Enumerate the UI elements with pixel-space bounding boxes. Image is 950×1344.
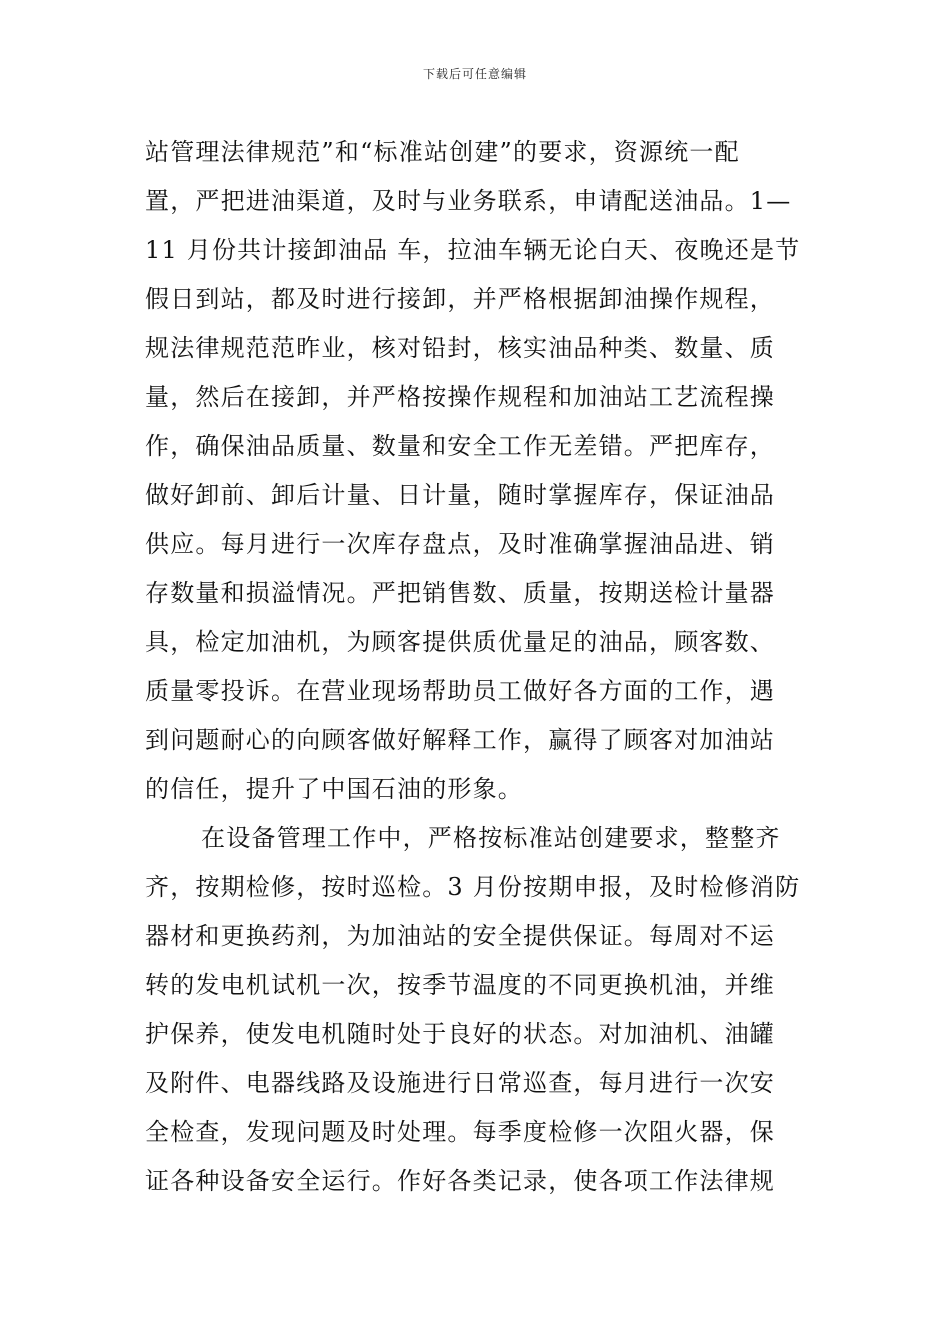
- text-line: 规法律规范范昨业，核对铅封，核实油品种类、数量、质: [145, 334, 775, 362]
- body-text: [145, 128, 810, 1206]
- text-line: 齐，按期检修，按时巡检。3 月份按期申报，及时检修消防: [145, 873, 801, 901]
- text-line: 站管理法律规范”和“标准站创建”的要求，资源统一配: [145, 138, 740, 166]
- text-line: 假日到站，都及时进行接卸，并严格根据卸油操作规程，: [145, 285, 775, 313]
- text-line: 量，然后在接卸，并严格按操作规程和加油站工艺流程操: [145, 383, 775, 411]
- text-line: 质量零投诉。在营业现场帮助员工做好各方面的工作，遇: [145, 677, 775, 705]
- text-line: 到问题耐心的向顾客做好解释工作，赢得了顾客对加油站: [145, 726, 775, 754]
- text-line: 全检查，发现问题及时处理。每季度检修一次阻火器，保: [145, 1118, 775, 1146]
- page-header-note: 下载后可任意编辑: [422, 67, 527, 81]
- text-line: 器材和更换药剂，为加油站的安全提供保证。每周对不运: [145, 922, 775, 950]
- text-line: 做好卸前、卸后计量、日计量，随时掌握库存，保证油品: [145, 481, 775, 509]
- text-line: 具，检定加油机，为顾客提供质优量足的油品，顾客数、: [145, 628, 775, 656]
- text-line: 的信任，提升了中国石油的形象。: [145, 775, 523, 803]
- text-line: 证各种设备安全运行。作好各类记录，使各项工作法律规: [145, 1167, 775, 1195]
- text-line: 作，确保油品质量、数量和安全工作无差错。严把库存，: [145, 432, 775, 460]
- text-line: 11 月份共计接卸油品 车，拉油车辆无论白天、夜晚还是节: [145, 236, 801, 264]
- text-line: 置，严把进油渠道，及时与业务联系，申请配送油品。1—: [145, 187, 792, 215]
- text-line: 转的发电机试机一次，按季节温度的不同更换机油，并维: [145, 971, 775, 999]
- text-line: 护保养，使发电机随时处于良好的状态。对加油机、油罐: [145, 1020, 775, 1048]
- text-line: 及附件、电器线路及设施进行日常巡查，每月进行一次安: [145, 1069, 775, 1097]
- text-line: 供应。每月进行一次库存盘点，及时准确掌握油品进、销: [145, 530, 775, 558]
- paragraph-start-line: 在设备管理工作中，严格按标准站创建要求，整整齐: [201, 824, 781, 852]
- text-line: 存数量和损溢情况。严把销售数、质量，按期送检计量器: [145, 579, 775, 607]
